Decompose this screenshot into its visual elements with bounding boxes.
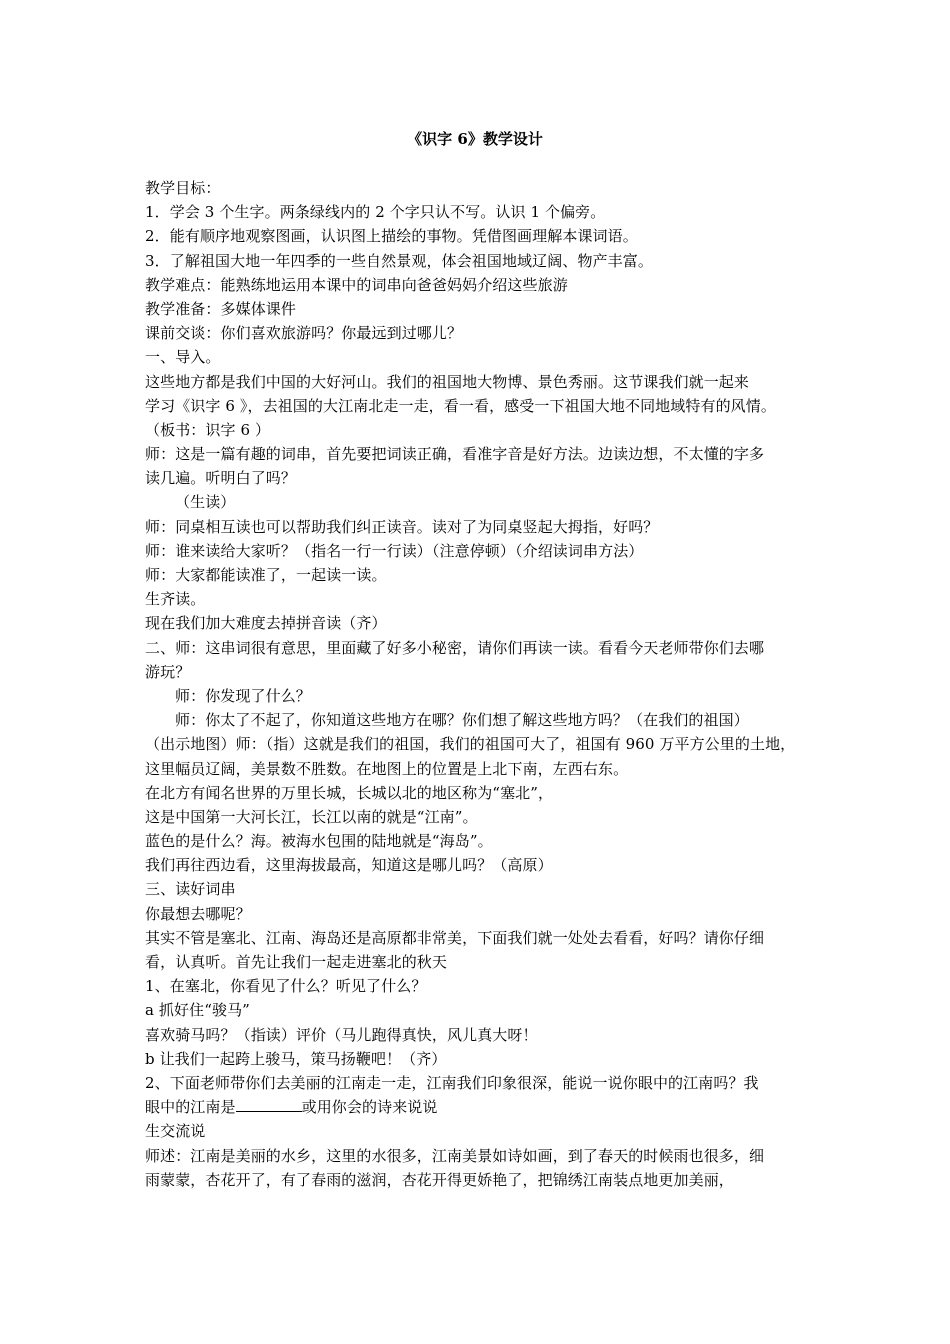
section-heading: 三、读好词串 [145, 880, 236, 899]
text-line: 教学准备：多媒体课件 [145, 299, 297, 318]
text-line: 游玩？ [145, 662, 191, 681]
text-line: 生交流说 [145, 1122, 206, 1141]
text-line-with-blank [145, 1095, 815, 1119]
text-line: 学习《识字 6 》，去祖国的大江南北走一走，看一看，感受一下祖国大地不同地域特有的风情。 [145, 396, 776, 415]
text-line: 师述：江南是美丽的水乡，这里的水很多，江南美景如诗如画，到了春天的时候雨也很多，细 [145, 1146, 765, 1165]
text-line: b 让我们一起跨上骏马，策马扬鞭吧！（齐） [145, 1049, 447, 1068]
text-line: 2．能有顺序地观察图画，认识图上描绘的事物。凭借图画理解本课词语。 [145, 227, 638, 246]
text-fragment: 或用你会的诗来说说 [301, 1098, 438, 1117]
text-line: a 抓好住“骏马” [145, 1001, 250, 1020]
text-line: 3．了解祖国大地一年四季的一些自然景观，体会祖国地域辽阔、物产丰富。 [145, 251, 653, 270]
text-fragment: 眼中的江南是 [145, 1098, 236, 1117]
document-title: 《识字 6》教学设计 [407, 130, 543, 148]
text-line: 教学难点：能熟练地运用本课中的词串向爸爸妈妈介绍这些旅游 [145, 275, 568, 294]
text-line: 这里幅员辽阔，美景数不胜数。在地图上的位置是上北下南，左西右东。 [145, 759, 629, 778]
text-line: 教学目标： [145, 179, 221, 197]
text-line: 师：你发现了什么？ [175, 686, 311, 705]
section-heading: 二、师：这串词很有意思，里面藏了好多小秘密，请你们再读一读。看看今天老师带你们去哪 [145, 638, 765, 657]
text-line: 师：谁来读给大家听？（指名一行一行读）（注意停顿）（介绍读词串方法） [145, 541, 644, 560]
text-line: 这是中国第一大河长江，长江以南的就是“江南”。 [145, 807, 478, 826]
text-line: 课前交谈：你们喜欢旅游吗？你最远到过哪儿？ [145, 324, 463, 343]
text-line: 2、下面老师带你们去美丽的江南走一走，江南我们印象很深，能说一说你眼中的江南吗？我 [145, 1073, 759, 1092]
text-line: 生齐读。 [145, 590, 206, 609]
text-line: 雨蒙蒙，杏花开了，有了春雨的滋润，杏花开得更娇艳了，把锦绣江南装点地更加美丽， [145, 1170, 734, 1189]
text-line: 喜欢骑马吗？（指读）评价（马儿跑得真快，风儿真大呀！ [145, 1025, 538, 1044]
text-line: （板书：识字 6 ） [145, 420, 271, 439]
text-line: 读几遍。听明白了吗？ [145, 469, 297, 488]
text-line: 看，认真听。首先让我们一起走进塞北的秋天 [145, 953, 448, 971]
text-line: 其实不管是塞北、江南、海岛还是高原都非常美，下面我们就一处处去看看，好吗？请你仔细 [145, 928, 765, 947]
text-line: （生读） [175, 493, 236, 512]
text-line: 师：大家都能读准了，一起读一读。 [145, 566, 387, 584]
text-line: 师：你太了不起了，你知道这些地方在哪？你们想了解这些地方吗？（在我们的祖国） [175, 711, 749, 730]
text-line: 1．学会 3 个生字。两条绿线内的 2 个字只认不写。认识 1 个偏旁。 [145, 203, 606, 222]
text-line: 师：这是一篇有趣的词串，首先要把词读正确，看准字音是好方法。边读边想，不太懂的字多 [145, 445, 765, 464]
text-line: 师：同桌相互读也可以帮助我们纠正读音。读对了为同桌竖起大拇指，好吗？ [145, 517, 659, 536]
fill-in-blank [236, 1097, 302, 1112]
text-line: 我们再往西边看，这里海拔最高，知道这是哪儿吗？（高原） [145, 856, 553, 875]
section-heading: 一、导入。 [145, 348, 221, 367]
text-line: 蓝色的是什么？海。被海水包围的陆地就是“海岛”。 [145, 832, 493, 851]
text-line: 1、在塞北，你看见了什么？听见了什么？ [145, 977, 427, 996]
text-line: 你最想去哪呢？ [145, 904, 251, 923]
document-body [145, 176, 815, 1192]
text-line: 这些地方都是我们中国的大好河山。我们的祖国地大物博、景色秀丽。这节课我们就一起来 [145, 372, 750, 391]
text-line: （出示地图）师：（指）这就是我们的祖国，我们的祖国可大了，祖国有 960 万平方公里的土地， [145, 735, 796, 754]
text-line: 在北方有闻名世界的万里长城，长城以北的地区称为“塞北”， [145, 783, 554, 802]
text-line: 现在我们加大难度去掉拼音读（齐） [145, 614, 387, 633]
